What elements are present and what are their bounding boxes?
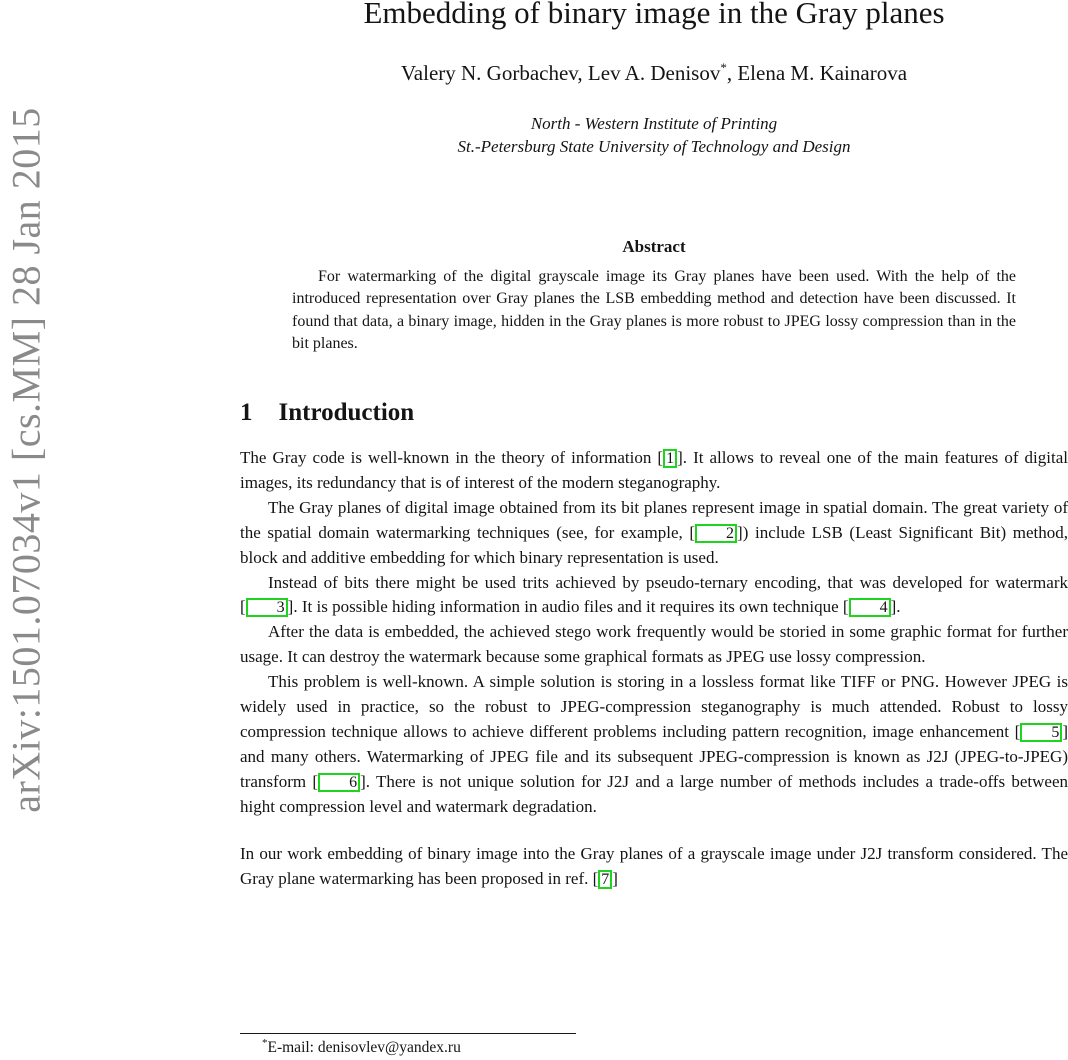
paragraph: Instead of bits there might be used trits achieved by pseudo-ternary encoding, that was developed for watermark [ 3 ]. It is possible hiding information in audio files and it requires its own technique [ 4 ]. [240, 572, 1068, 617]
affiliation [240, 112, 1068, 158]
citation-link[interactable]: [ 7 ] [592, 868, 618, 888]
citation-number[interactable]: 2 [695, 524, 737, 543]
section-title: Introduction [278, 399, 415, 426]
citation-number[interactable]: 5 [1020, 723, 1062, 742]
citation-link[interactable]: [ 3 ] [240, 597, 294, 617]
arxiv-stamp: arXiv:1501.07034v1 [cs.MM] 28 Jan 2015 [3, 107, 49, 813]
section-heading [240, 394, 414, 432]
footnote-rule [240, 1033, 576, 1034]
paper-title: Embedding of binary image in the Gray planes [363, 0, 945, 30]
citation-number[interactable]: 1 [663, 449, 677, 468]
abstract-text: For watermarking of the digital grayscale image its Gray planes have been used. With the help of the introduced representation over Gray planes the LSB embedding method and detection have been discussed. It found that data, a binary image, hidden in the Gray planes is more robust to JPEG lossy compression than in the bit planes. [292, 268, 1016, 353]
affiliation-line-2: St.-Petersburg State University of Technology and Design [457, 137, 851, 156]
citation-number[interactable]: 4 [849, 598, 891, 617]
author-footnote-marker: * [720, 60, 727, 75]
authors-line [240, 58, 1068, 88]
authors-text-after: , Elena M. Kainarova [726, 61, 908, 85]
affiliation-line-1: North - Western Institute of Printing [530, 114, 778, 133]
citation-link[interactable]: [ 4 ] [842, 597, 897, 617]
citation-link[interactable]: [ 5 ] [1014, 721, 1068, 741]
citation-number[interactable]: 3 [246, 598, 288, 617]
citation-link[interactable]: [ 6 ] [312, 771, 366, 791]
paragraph: This problem is well-known. A simple solution is storing in a lossless format like TIFF or PNG. However JPEG is widely used in practice, so the robust to JPEG-compression steganography is much attended. Robust to lossy compression technique allows to achieve different problems including pattern recognition, image enhancement [ 5 ] and many others. Watermarking of JPEG file and its subsequent JPEG-compression is known as J2J (JPEG-to-JPEG) transform [ 6 ]. There is not unique solution for J2J and a large number of methods includes a trade-offs between hight compression level and watermark degradation. [240, 672, 1068, 816]
footnote-marker: * [262, 1036, 268, 1049]
authors-text: Valery N. Gorbachev, Lev A. Denisov [400, 61, 721, 85]
citation-link[interactable]: [ 2 ] [689, 522, 743, 542]
paper-content [240, 0, 1068, 1060]
citation-link[interactable]: [ 1 ] [657, 448, 683, 467]
section-number: 1 [240, 399, 253, 426]
footnote-text: E-mail: denisovlev@yandex.ru [267, 1039, 461, 1056]
citation-number[interactable]: 6 [318, 773, 360, 792]
paragraph: The Gray code is well-known in the theory of information [ 1 ]. It allows to reveal one of the main features of digital images, its redundancy that is of interest of the modern steganography. [240, 448, 1068, 492]
paragraph: The Gray planes of digital image obtained from its bit planes represent image in spatial domain. The great variety of the spatial domain watermarking techniques (see, for example, [ 2 ]) include LSB (Least Significant Bit) method, block and additive embedding for which binary representation is used. [240, 497, 1068, 567]
citation-number[interactable]: 7 [598, 870, 612, 889]
paragraph: In our work embedding of binary image into the Gray planes of a grayscale image under J2J transform considered. The Gray plane watermarking has been proposed in ref. [ 7 ] [240, 843, 1068, 888]
abstract-heading: Abstract [622, 237, 686, 256]
introduction-body [240, 446, 1068, 891]
paragraph: After the data is embedded, the achieved stego work frequently would be storied in some graphic format for further usage. It can destroy the watermark because some graphical formats as JPEG use lossy compression. [240, 622, 1068, 667]
footnote [240, 1036, 1060, 1057]
